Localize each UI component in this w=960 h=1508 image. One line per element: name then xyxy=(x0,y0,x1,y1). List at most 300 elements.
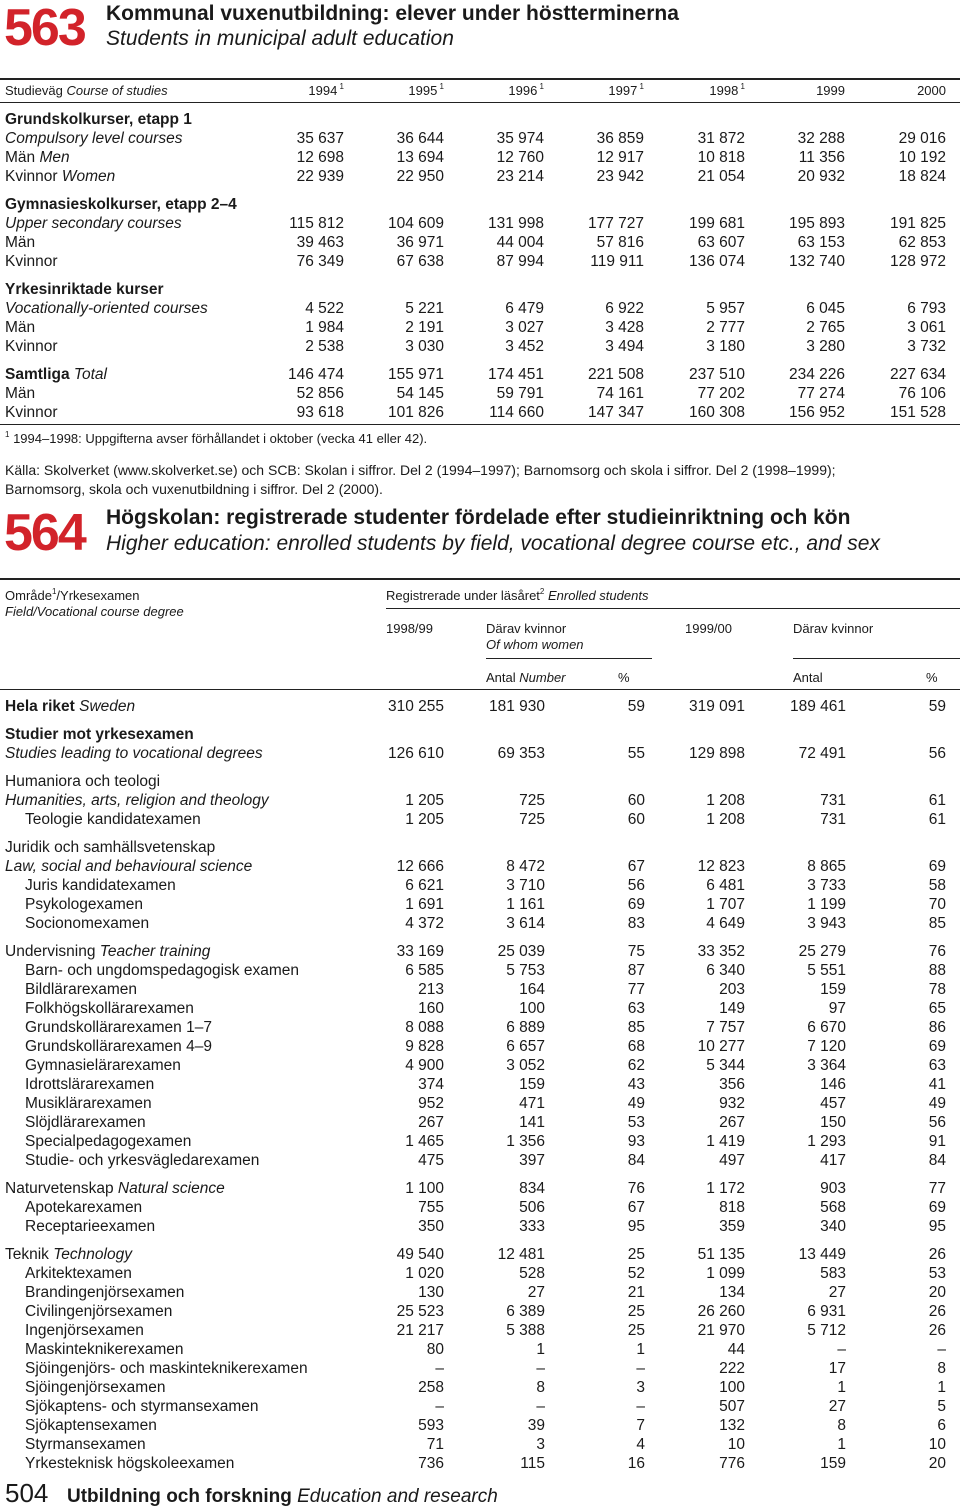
table-cell: 222 xyxy=(719,1360,745,1377)
row-label xyxy=(25,810,201,829)
women-header-1: Därav kvinnor xyxy=(486,621,567,636)
table-row xyxy=(0,1198,960,1217)
table-row xyxy=(0,772,960,791)
table-cell: 132 740 xyxy=(788,253,845,270)
table-cell: 63 xyxy=(928,1057,946,1074)
table-cell: 29 016 xyxy=(898,130,946,147)
table-cell: 227 634 xyxy=(889,366,946,383)
registered-header-rule xyxy=(386,608,960,609)
table-cell: 6 481 xyxy=(706,877,745,894)
table-cell: 1 208 xyxy=(706,811,745,828)
table-cell: 457 xyxy=(820,1095,846,1112)
table-cell: 5 551 xyxy=(807,962,846,979)
table-cell: 6 479 xyxy=(505,300,544,317)
table-cell: 160 308 xyxy=(688,404,745,421)
table-cell: 21 xyxy=(627,1284,645,1301)
table-cell: 507 xyxy=(719,1398,745,1415)
row-label xyxy=(5,129,182,148)
table-cell: 52 xyxy=(627,1265,645,1282)
table-cell: 3 027 xyxy=(505,319,544,336)
row-label xyxy=(25,1151,259,1170)
table-cell: 84 xyxy=(928,1152,946,1169)
table-cell: 174 451 xyxy=(487,366,544,383)
row-label-sv: Teknik xyxy=(5,1246,49,1263)
row-label xyxy=(5,1245,132,1264)
table-cell: 130 xyxy=(418,1284,444,1301)
table-row xyxy=(0,1056,960,1075)
table-cell: 27 xyxy=(527,1284,545,1301)
table-row xyxy=(0,1397,960,1416)
table-cell: 528 xyxy=(519,1265,545,1282)
footer-title-en: Education and research xyxy=(297,1486,498,1507)
row-label xyxy=(25,1397,258,1416)
table-cell: 1 099 xyxy=(706,1265,745,1282)
table-cell: 76 xyxy=(627,1180,645,1197)
row-label xyxy=(25,1416,157,1435)
row-label-sv: Kvinnor xyxy=(5,253,58,270)
table-cell: 21 970 xyxy=(697,1322,745,1339)
table-cell: 60 xyxy=(627,792,645,809)
table-cell: 22 950 xyxy=(396,168,444,185)
table-cell: 85 xyxy=(627,1019,645,1036)
row-label-sv: Styrmansexamen xyxy=(25,1436,146,1453)
table-cell: 23 942 xyxy=(596,168,644,185)
row-label-en: Law, social and behavioural science xyxy=(5,858,253,875)
table-cell: 776 xyxy=(719,1455,745,1472)
table-cell: 1 xyxy=(536,1341,545,1358)
table-cell: – xyxy=(636,1398,645,1415)
table-cell: 417 xyxy=(820,1152,846,1169)
table-564-number: 564 xyxy=(4,504,85,562)
table-cell: 61 xyxy=(928,792,946,809)
year-1998-header: 1998/99 xyxy=(386,621,433,636)
row-label-sv: Receptarieexamen xyxy=(25,1218,156,1235)
table-cell: 67 xyxy=(627,858,645,875)
table-cell: 72 491 xyxy=(798,745,846,762)
group-title-row xyxy=(0,110,960,129)
table-cell: 6 793 xyxy=(907,300,946,317)
table-cell: 21 217 xyxy=(396,1322,444,1339)
table-cell: 5 753 xyxy=(506,962,545,979)
table-cell: 731 xyxy=(820,792,846,809)
table-cell: 3 052 xyxy=(506,1057,545,1074)
table-cell: 77 xyxy=(928,1180,946,1197)
table-cell: 56 xyxy=(627,877,645,894)
table-cell: 134 xyxy=(719,1284,745,1301)
table-cell: 1 984 xyxy=(305,319,344,336)
women-rule-2 xyxy=(793,658,960,659)
table-564-subtitle: Higher education: enrolled students by field, vocational degree course etc., and sex xyxy=(106,532,880,555)
table-cell: 3 733 xyxy=(807,877,846,894)
table-cell: 3 364 xyxy=(807,1057,846,1074)
table-cell: 4 xyxy=(636,1436,645,1453)
row-label xyxy=(25,1378,165,1397)
registered-header-sv: Registrerade under läsåret xyxy=(386,588,540,603)
row-label xyxy=(5,299,208,318)
table-cell: 177 727 xyxy=(587,215,644,232)
table-cell: 151 528 xyxy=(889,404,946,421)
table-cell: 119 911 xyxy=(590,253,644,270)
row-label-sv: Grundskollärarexamen 4–9 xyxy=(25,1038,212,1055)
row-label-sv: Män xyxy=(5,319,36,336)
table-cell: 13 449 xyxy=(798,1246,846,1263)
table-cell: 159 xyxy=(519,1076,545,1093)
table-row xyxy=(0,1075,960,1094)
table-cell: 86 xyxy=(928,1019,946,1036)
table-cell: 76 349 xyxy=(296,253,344,270)
row-label-en: Studies leading to vocational degrees xyxy=(5,745,263,762)
row-label-sv: Psykologexamen xyxy=(25,896,144,913)
table-cell: 25 523 xyxy=(396,1303,444,1320)
table-cell: 1 293 xyxy=(807,1133,846,1150)
table-cell: 3 030 xyxy=(405,338,444,355)
table-row xyxy=(0,384,960,403)
field-header-en: Field/Vocational course degree xyxy=(5,604,184,619)
table-row xyxy=(0,895,960,914)
table-cell: 4 649 xyxy=(706,915,745,932)
table-cell: 6 657 xyxy=(506,1038,545,1055)
row-label xyxy=(5,384,35,403)
row-label-sv: Män xyxy=(5,234,36,251)
table-cell: 39 xyxy=(527,1417,545,1434)
row-label-sv: Folkhögskollärarexamen xyxy=(25,1000,194,1017)
table-cell: 834 xyxy=(519,1180,545,1197)
row-label xyxy=(5,791,269,810)
table-cell: 71 xyxy=(426,1436,444,1453)
table-cell: 6 045 xyxy=(806,300,845,317)
table-cell: 95 xyxy=(928,1218,946,1235)
table-cell: 74 161 xyxy=(596,385,644,402)
table-cell: 77 xyxy=(627,981,645,998)
row-label-sv: Juridik och samhällsvetenskap xyxy=(5,839,216,856)
table-cell: – xyxy=(435,1360,444,1377)
row-label-sv: Studie- och yrkesvägledarexamen xyxy=(25,1152,260,1169)
table-cell: 100 xyxy=(519,1000,545,1017)
row-label xyxy=(25,1454,234,1473)
table-cell: 2 538 xyxy=(305,338,344,355)
table-cell: 25 xyxy=(627,1303,645,1320)
table-cell: 131 998 xyxy=(487,215,544,232)
table-cell: 5 221 xyxy=(405,300,444,317)
table-cell: 104 609 xyxy=(387,215,444,232)
table-cell: 97 xyxy=(828,1000,846,1017)
table-cell: 22 939 xyxy=(296,168,344,185)
table-cell: 136 074 xyxy=(688,253,745,270)
table-cell: 195 893 xyxy=(788,215,845,232)
table-cell: 10 277 xyxy=(697,1038,745,1055)
table-cell: 93 xyxy=(627,1133,645,1150)
year-label: 1998 xyxy=(709,83,739,98)
row-label xyxy=(25,961,299,980)
row-label-sv: Sjöingenjörs- och maskinteknikerexamen xyxy=(25,1360,308,1377)
row-label xyxy=(25,876,176,895)
table-cell: 12 698 xyxy=(296,149,344,166)
year-label: 1999 xyxy=(816,83,845,98)
table-row xyxy=(0,1245,960,1264)
table-row xyxy=(0,1416,960,1435)
table-cell: 27 xyxy=(828,1398,846,1415)
table-row xyxy=(0,1094,960,1113)
table-row xyxy=(0,999,960,1018)
row-label xyxy=(25,1302,172,1321)
table-cell: 58 xyxy=(928,877,946,894)
table-cell: 3 614 xyxy=(506,915,545,932)
table-row xyxy=(0,1378,960,1397)
row-label-sv: Bildlärarexamen xyxy=(25,981,137,998)
table-cell: 350 xyxy=(418,1218,444,1235)
table-cell: – xyxy=(435,1398,444,1415)
table-cell: 25 039 xyxy=(497,943,545,960)
table-cell: 147 347 xyxy=(587,404,644,421)
table-cell: 115 xyxy=(520,1455,545,1472)
table-cell: 159 xyxy=(820,1455,846,1472)
table-row xyxy=(0,1018,960,1037)
table-row xyxy=(0,1132,960,1151)
table-cell: 31 872 xyxy=(697,130,745,147)
table-cell: 1 100 xyxy=(405,1180,444,1197)
row-label xyxy=(5,252,58,271)
table-cell: 4 372 xyxy=(405,915,444,932)
year-label: 1994 xyxy=(308,83,338,98)
row-label xyxy=(25,1037,212,1056)
row-label xyxy=(25,1018,212,1037)
table-cell: 3 061 xyxy=(907,319,946,336)
women-header-2: Därav kvinnor xyxy=(793,621,874,636)
row-label xyxy=(25,1113,146,1132)
table-cell: 6 670 xyxy=(807,1019,846,1036)
year-note: 1 xyxy=(437,82,444,91)
table-cell: 1 205 xyxy=(405,792,444,809)
row-label-sv: Maskinteknikerexamen xyxy=(25,1341,184,1358)
table-cell: 83 xyxy=(627,915,645,932)
table-cell: 5 712 xyxy=(807,1322,846,1339)
table-row xyxy=(0,403,960,422)
table-563-title: Kommunal vuxenutbildning: elever under höstterminerna xyxy=(106,2,679,25)
table-cell: 4 900 xyxy=(405,1057,444,1074)
table-row xyxy=(0,697,960,716)
row-label-sv: Arkitektexamen xyxy=(25,1265,132,1282)
row-label-sv: Juris kandidatexamen xyxy=(25,877,176,894)
table-cell: 1 xyxy=(937,1379,946,1396)
row-label xyxy=(25,1217,155,1236)
table-cell: 69 xyxy=(928,1038,946,1055)
table-cell: 68 xyxy=(627,1038,645,1055)
row-label-en: Vocationally-oriented courses xyxy=(5,300,208,317)
table-cell: 8 088 xyxy=(405,1019,444,1036)
table-cell: 267 xyxy=(418,1114,444,1131)
year-label: 1995 xyxy=(408,83,438,98)
row-label xyxy=(25,1340,184,1359)
year-1999-header: 1999/00 xyxy=(685,621,732,636)
table-cell: 65 xyxy=(928,1000,946,1017)
field-header-note: 1 xyxy=(51,587,57,596)
table-cell: 471 xyxy=(519,1095,545,1112)
table-cell: 340 xyxy=(820,1218,846,1235)
table-cell: 49 xyxy=(928,1095,946,1112)
registered-header xyxy=(386,588,648,603)
year-label: 2000 xyxy=(917,83,946,98)
table-row xyxy=(0,810,960,829)
table-row xyxy=(0,299,960,318)
group-title: Grundskolkurser, etapp 1 xyxy=(5,111,192,128)
row-label xyxy=(25,1321,144,1340)
table-cell: 146 474 xyxy=(287,366,344,383)
table-row xyxy=(0,980,960,999)
table-cell: 5 388 xyxy=(506,1322,545,1339)
table-cell: 63 153 xyxy=(797,234,845,251)
table-cell: 725 xyxy=(519,811,545,828)
table-cell: 6 931 xyxy=(807,1303,846,1320)
table-cell: 69 353 xyxy=(497,745,545,762)
table-row xyxy=(0,214,960,233)
table-row xyxy=(0,1302,960,1321)
table-cell: 27 xyxy=(828,1284,846,1301)
table-cell: 16 xyxy=(627,1455,645,1472)
table-cell: 903 xyxy=(820,1180,846,1197)
table-cell: 6 889 xyxy=(506,1019,545,1036)
table-cell: 181 930 xyxy=(488,698,545,715)
table-cell: 69 xyxy=(928,858,946,875)
footer-title xyxy=(67,1486,498,1508)
percent-header-1: % xyxy=(618,670,630,685)
row-label-en: Technology xyxy=(53,1246,132,1263)
row-label xyxy=(5,725,194,744)
row-label xyxy=(5,233,35,252)
table-cell: 497 xyxy=(719,1152,745,1169)
table-cell: – xyxy=(536,1360,545,1377)
table-cell: 100 xyxy=(719,1379,745,1396)
row-label-sv: Grundskollärarexamen 1–7 xyxy=(25,1019,212,1036)
table-563-number: 563 xyxy=(4,0,85,57)
table-cell: 1 419 xyxy=(706,1133,745,1150)
table-cell: 115 812 xyxy=(289,215,344,232)
year-note: 1 xyxy=(337,82,344,91)
table-cell: 56 xyxy=(928,1114,946,1131)
table-cell: 191 825 xyxy=(889,215,946,232)
table-row xyxy=(0,318,960,337)
table-cell: 1 172 xyxy=(706,1180,745,1197)
table-cell: 51 135 xyxy=(697,1246,745,1263)
table-cell: 12 917 xyxy=(596,149,644,166)
table-cell: 41 xyxy=(928,1076,946,1093)
table-cell: 1 020 xyxy=(405,1265,444,1282)
table-row xyxy=(0,233,960,252)
table-row xyxy=(0,838,960,857)
table-cell: 78 xyxy=(928,981,946,998)
table-cell: 203 xyxy=(719,981,745,998)
row-label-sv: Socionomexamen xyxy=(25,915,150,932)
field-header-sv: Område xyxy=(5,588,52,603)
table-cell: 952 xyxy=(418,1095,444,1112)
table-cell: 20 932 xyxy=(797,168,845,185)
table-563-header-rule xyxy=(0,102,960,103)
table-cell: 33 352 xyxy=(697,943,745,960)
table-cell: 7 xyxy=(636,1417,645,1434)
table-cell: 3 xyxy=(536,1436,545,1453)
header-label-sv: Studieväg xyxy=(5,83,63,98)
table-cell: 6 922 xyxy=(605,300,644,317)
table-cell: 736 xyxy=(418,1455,444,1472)
row-label-sv: Studier mot yrkesexamen xyxy=(5,726,194,743)
row-label xyxy=(5,857,252,876)
row-label xyxy=(5,318,35,337)
table-564-title: Högskolan: registrerade studenter fördelade efter studieinriktning och kön xyxy=(106,506,851,529)
field-header xyxy=(5,588,140,603)
table-cell: 146 xyxy=(820,1076,846,1093)
number-header-2: Antal xyxy=(793,670,823,685)
table-cell: 63 607 xyxy=(697,234,745,251)
row-label-sv: Män xyxy=(5,149,36,166)
table-cell: 20 xyxy=(928,1284,946,1301)
table-cell: – xyxy=(837,1341,846,1358)
table-cell: 128 972 xyxy=(889,253,946,270)
year-note: 1 xyxy=(537,82,544,91)
table-cell: 397 xyxy=(519,1152,545,1169)
table-cell: 1 xyxy=(837,1436,846,1453)
footnote-mark: 1 xyxy=(5,430,10,439)
table-cell: 8 472 xyxy=(506,858,545,875)
table-cell: 160 xyxy=(418,1000,444,1017)
table-cell: 36 971 xyxy=(396,234,444,251)
table-cell: 7 757 xyxy=(706,1019,745,1036)
table-row xyxy=(0,252,960,271)
table-cell: 475 xyxy=(418,1152,444,1169)
table-cell: 80 xyxy=(426,1341,444,1358)
antal-1: Antal xyxy=(486,670,516,685)
table-row xyxy=(0,876,960,895)
table-cell: 3 710 xyxy=(506,877,545,894)
table-cell: 155 971 xyxy=(387,366,444,383)
table-cell: 84 xyxy=(627,1152,645,1169)
table-cell: 69 xyxy=(928,1199,946,1216)
table-cell: 26 260 xyxy=(697,1303,745,1320)
row-label xyxy=(5,1179,225,1198)
table-cell: 67 638 xyxy=(396,253,444,270)
table-cell: 199 681 xyxy=(688,215,745,232)
table-563-source-line-2: Barnomsorg, skola och vuxenutbildning i siffror. Del 2 (2000). xyxy=(5,481,383,497)
row-label-sv: Idrottslärarexamen xyxy=(25,1076,155,1093)
table-cell: 59 xyxy=(627,698,645,715)
table-564-top-rule xyxy=(0,578,960,580)
table-cell: 583 xyxy=(820,1265,846,1282)
row-label-sv: Undervisning xyxy=(5,943,96,960)
table-cell: 213 xyxy=(418,981,444,998)
table-cell: 85 xyxy=(928,915,946,932)
row-label-sv: Apotekarexamen xyxy=(25,1199,143,1216)
table-cell: 12 666 xyxy=(396,858,444,875)
table-cell: 54 145 xyxy=(396,385,444,402)
table-row xyxy=(0,1151,960,1170)
table-cell: 76 106 xyxy=(898,385,946,402)
table-cell: 23 214 xyxy=(496,168,544,185)
table-cell: 77 274 xyxy=(797,385,845,402)
table-cell: 1 691 xyxy=(405,896,444,913)
table-cell: 9 828 xyxy=(405,1038,444,1055)
row-label-sv: Humaniora och teologi xyxy=(5,773,161,790)
table-cell: 1 208 xyxy=(706,792,745,809)
table-cell: 11 356 xyxy=(798,149,845,166)
table-row xyxy=(0,1454,960,1473)
row-label-sv: Civilingenjörsexamen xyxy=(25,1303,173,1320)
table-cell: 3 732 xyxy=(907,338,946,355)
row-label xyxy=(25,914,149,933)
group-title-row xyxy=(0,195,960,214)
table-564-header-rule xyxy=(0,689,960,690)
table-cell: 4 522 xyxy=(305,300,344,317)
table-cell: 49 xyxy=(627,1095,645,1112)
table-cell: 932 xyxy=(719,1095,745,1112)
registered-header-en: Enrolled students xyxy=(548,588,649,603)
